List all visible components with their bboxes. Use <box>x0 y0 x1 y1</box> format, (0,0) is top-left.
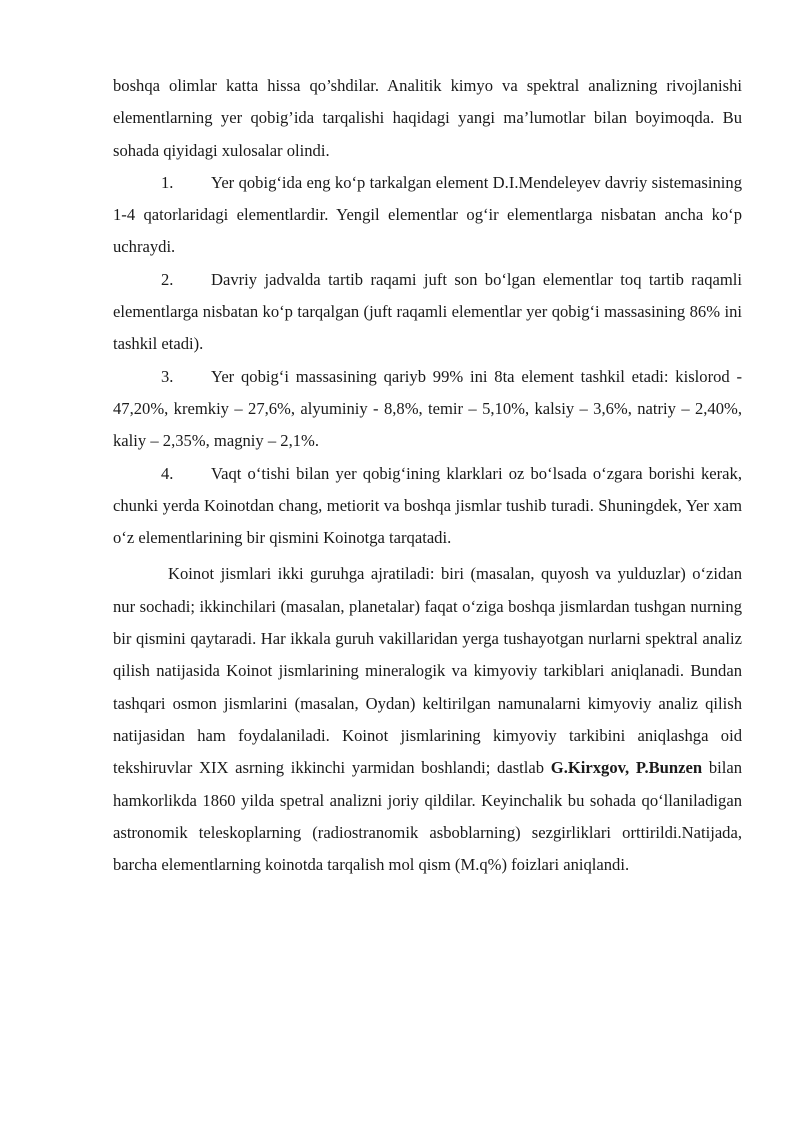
list-item-text: Yer qobig‘ida eng ko‘p tarkalgan element D.I.Mendeleyev davriy sistemasining 1-4 qatorlaridagi elementlardir. Yengil elementlar og‘ir elementlarga nisbatan ancha ko‘p uchraydi. <box>113 172 742 257</box>
list-item-text: Yer qobig‘i massasining qariyb 99% ini 8ta element tashkil etadi: kislorod - 47,20%, kremkiy – 27,6%, alyuminiy - 8,8%, temir – 5,10%, kalsiy – 3,6%, natriy – 2,40%, kaliy – 2,35%, magniy – 2,1%. <box>113 366 742 451</box>
main-paragraph <box>113 558 742 881</box>
list-item-number: 4. <box>161 463 174 483</box>
document-page <box>113 70 742 881</box>
main-paragraph-text-1: Koinot jismlari ikki guruhga ajratiladi: biri (masalan, quyosh va yulduzlar) o‘zidan nur sochadi; ikkinchilari (masalan, planetalar) faqat o‘ziga boshqa jismlardan tushgan nurning bir qismini qaytaradi. Har ikkala guruh vakillaridan yerga tushayotgan nurlarni spektral analiz qilish natijasida Koinot jismlarining mineralogik va kimyoviy tarkiblari aniqlanadi. Bundan tashqari osmon jismlarini (masalan, Oydan) keltirilgan namunalarni kimyoviy analiz qilish natijasidan ham foydalaniladi. Koinot jismlarining kimyoviy tarkibini aniqlashga oid tekshiruvlar XIX asrning ikkinchi yarmidan boshlandi; dastlab <box>113 564 742 778</box>
list-item-number: 1. <box>161 172 174 192</box>
scientist-names: G.Kirxgov, P.Bunzen <box>550 758 703 778</box>
list-item-1 <box>113 167 742 264</box>
list-item-text: Vaqt o‘tishi bilan yer qobig‘ining klarklari oz bo‘lsada o‘zgara borishi kerak, chunki yerda Koinotdan chang, metiorit va boshqa jismlar tushib turadi. Shuningdek, Yer xam o‘z elementlarining bir qismini Koinotga tarqatadi. <box>113 463 742 548</box>
list-item-text: Davriy jadvalda tartib raqami juft son bo‘lgan elementlar toq tartib raqamli elementlarga nisbatan ko‘p tarqalgan (juft raqamli elementlar yer qobig‘i massasining 86% ini tashkil etadi). <box>113 269 742 354</box>
intro-paragraph: boshqa olimlar katta hissa qo’shdilar. Analitik kimyo va spektral analizning rivojlanishi elementlarning yer qobig’ida tarqalishi haqidagi yangi ma’lumotlar bilan boyimoqda. Bu sohada qiyidagi xulosalar olindi. <box>113 76 742 160</box>
list-item-number: 3. <box>161 366 174 386</box>
list-item-3 <box>113 361 742 458</box>
list-item-2 <box>113 264 742 361</box>
list-item-4 <box>113 458 742 555</box>
list-item-number: 2. <box>161 269 174 289</box>
main-paragraph-text-2: bilan hamkorlikda 1860 yilda spetral analizni joriy qildilar. Keyinchalik bu sohada qo‘llaniladigan astronomik teleskoplarning (radiostranomik asboblarning) sezgirliklari orttirildi.Natijada, barcha elementlarning koinotda tarqalish mol qism (M.q%) foizlari aniqlandi. <box>113 758 743 875</box>
